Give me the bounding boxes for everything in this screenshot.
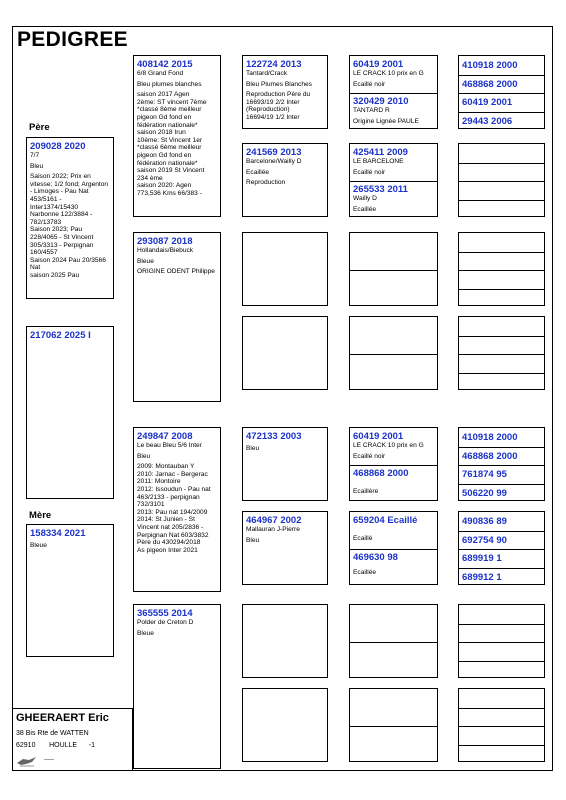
pedigree-note: Reproduction Père du 16693/19 2/2 Inter (Reproduction) <box>246 91 311 114</box>
owner-name: GHEERAERT Eric <box>16 712 109 724</box>
pedigree-ring: 468868 2000 <box>353 468 409 479</box>
gen4-upper <box>350 605 437 642</box>
pedigree-note: As pigeon Inter 2021 <box>137 546 198 554</box>
pedigree-ring <box>459 745 544 749</box>
pedigree-ring: 689912 1 <box>462 571 502 583</box>
subject-card[interactable] <box>26 326 114 499</box>
pedigree-note: LE CRACK 10 prix en G <box>353 70 424 77</box>
gen4-lower <box>350 354 437 389</box>
pedigree-ring: 60419 2001 <box>353 59 404 70</box>
pedigree-note: Tantard/Crack <box>246 70 288 77</box>
pedigree-note: Bleu <box>30 162 44 170</box>
gen3-card[interactable] <box>242 604 328 678</box>
page-title: PEDIGREE <box>17 28 128 51</box>
gen4-card[interactable] <box>349 316 438 390</box>
pedigree-ring <box>243 689 327 692</box>
father-ring: 209028 2020 <box>30 141 86 152</box>
pedigree-ring <box>350 270 437 273</box>
pedigree-ring: 472133 2003 <box>246 431 302 442</box>
pedigree-note: Bleue <box>137 257 154 265</box>
pedigree-note: Reproduction <box>246 179 286 187</box>
pedigree-ring <box>350 642 437 645</box>
pedigree-note: Bleu <box>246 536 260 544</box>
gen4-card[interactable] <box>349 688 438 762</box>
mother-label: Mère <box>29 510 52 521</box>
pedigree-note: 2011: Montoire <box>137 478 181 486</box>
pedigree-note: Mallauran J-Pierre <box>246 526 300 533</box>
pedigree-ring <box>350 689 437 692</box>
pedigree-ring <box>459 642 544 646</box>
gen3-card[interactable] <box>242 511 328 585</box>
gen5-card[interactable] <box>458 55 545 129</box>
gen5-slot <box>459 56 544 75</box>
pedigree-ring: 692754 90 <box>462 534 507 546</box>
grandsire-maternal-card[interactable] <box>133 427 221 592</box>
gen5-slot <box>459 484 544 502</box>
pedigree-note: Narbonne 122/3884 - 782/13783 <box>30 211 93 226</box>
pedigree-ring: 249847 2008 <box>137 431 193 442</box>
pedigree-note: Saison 2024 Pau 20/3566 Nat <box>30 256 106 272</box>
pedigree-ring <box>243 605 327 608</box>
pedigree-note: Ecaillé noir <box>353 80 386 88</box>
gen5-slot <box>459 568 544 586</box>
gen4-upper <box>350 144 437 181</box>
gen3-card[interactable] <box>242 427 328 501</box>
owner-footer: ----- <box>44 757 54 763</box>
pedigree-note: Ecaillé noir <box>353 452 386 460</box>
pedigree-ring <box>459 317 544 321</box>
pedigree-ring <box>459 252 544 256</box>
pedigree-ring: 241569 2013 <box>246 147 302 158</box>
pedigree-ring <box>459 373 544 377</box>
gen5-slot <box>459 549 544 568</box>
granddam-paternal-card[interactable] <box>133 232 221 402</box>
pedigree-ring: 365555 2014 <box>137 608 193 619</box>
pedigree-ring: 60419 2001 <box>462 97 513 108</box>
pedigree-note: 7/7 <box>30 152 40 159</box>
pedigree-ring: 29443 2006 <box>462 115 513 127</box>
gen4-lower <box>350 181 437 216</box>
gen5-slot <box>459 289 544 307</box>
gen5-slot <box>459 624 544 643</box>
gen5-slot <box>459 726 544 745</box>
pedigree-note: saison 2025 Pau <box>30 271 80 279</box>
gen5-slot <box>459 75 544 94</box>
pedigree-ring: 468868 2000 <box>462 450 518 462</box>
gen5-slot <box>459 689 544 708</box>
gen5-slot <box>459 512 544 531</box>
pedigree-ring <box>459 163 544 167</box>
gen5-card[interactable] <box>458 143 545 217</box>
pedigree-note: Bleu <box>137 452 151 460</box>
pedigree-note: Ecaillée <box>246 168 270 176</box>
pedigree-ring: 320429 2010 <box>353 96 409 107</box>
pedigree-note: Wailly D <box>353 195 377 202</box>
pedigree-ring <box>459 289 544 293</box>
father-label: Père <box>29 122 50 133</box>
gen4-card[interactable] <box>349 55 438 129</box>
pedigree-ring: 464967 2002 <box>246 515 302 526</box>
gen4-card[interactable] <box>349 511 438 585</box>
gen5-slot <box>459 336 544 355</box>
pedigree-note: saison 2020: Agen <box>137 182 192 190</box>
gen5-card[interactable] <box>458 316 545 390</box>
gen5-slot <box>459 270 544 289</box>
gen4-card[interactable] <box>349 232 438 306</box>
gen3-card[interactable] <box>242 143 328 217</box>
pedigree-ring: 506220 99 <box>462 487 507 499</box>
gen5-slot <box>459 531 544 550</box>
pedigree-note: 2012: Issoudun - Pau nat 463/2133 - perpignan 732/3101 <box>137 485 211 509</box>
gen3-card[interactable] <box>242 55 328 129</box>
owner-city: 62910 HOULLE -1 <box>16 742 95 749</box>
pedigree-ring <box>350 605 437 608</box>
gen5-slot <box>459 144 544 163</box>
pedigree-note: 10ème: St Vincent 1er <box>137 136 203 144</box>
pedigree-ring <box>459 270 544 274</box>
pedigree-ring <box>459 661 544 665</box>
pedigree-ring: 469630 98 <box>353 552 398 563</box>
gen5-card[interactable] <box>458 511 545 585</box>
pedigree-note: TANTARD R <box>353 107 390 114</box>
gen5-slot <box>459 317 544 336</box>
pedigree-note: 2013: Pau nat 194/2009 <box>137 508 208 516</box>
pedigree-note: 2014: St Junien - St Vincent nat 205/2836 - Perpignan Nat 603/3832 <box>137 516 209 539</box>
gen4-upper <box>350 56 437 93</box>
gen5-slot <box>459 428 544 447</box>
gen5-slot <box>459 252 544 271</box>
pedigree-ring: 659204 Ecaillé <box>353 515 418 526</box>
gen5-slot <box>459 93 544 112</box>
pedigree-note: 6/8 Grand Fond <box>137 70 184 77</box>
pedigree-ring <box>350 354 437 357</box>
pedigree-note: Bleu Plumes Blanches <box>246 80 312 88</box>
pedigree-note: Saison 2023; Pau 228/4065 - St Vincent 305/3313 - Perpignan 160/4557 <box>30 226 94 257</box>
gen5-slot <box>459 233 544 252</box>
pedigree-ring: 425411 2009 <box>353 147 408 158</box>
gen5-slot <box>459 373 544 391</box>
pedigree-note: LE BARCELONE <box>353 158 404 165</box>
pedigree-note: Ecaillée <box>353 205 377 213</box>
pedigree-note: saison 2019 St Vincent 234 ème <box>137 167 205 182</box>
gen4-upper <box>350 233 437 270</box>
gen5-slot <box>459 354 544 373</box>
pedigree-ring <box>459 336 544 340</box>
pedigree-ring <box>459 605 544 609</box>
pedigree-ring: 265533 2011 <box>353 184 408 195</box>
pedigree-note: Barcelone/Wailly D <box>246 158 302 165</box>
pedigree-note: 773,536 Kms 66/383 - <box>137 189 202 197</box>
pedigree-note: Ecaillère <box>353 488 379 495</box>
owner-address: 38 Bis Rte de WATTEN <box>16 730 89 737</box>
pedigree-ring: 410918 2000 <box>462 432 518 443</box>
granddam-maternal-card[interactable] <box>133 604 221 769</box>
gen5-slot <box>459 605 544 624</box>
gen4-lower <box>350 465 437 500</box>
gen5-slot <box>459 708 544 727</box>
pedigree-note: Origine Lignée PAULE <box>353 117 419 125</box>
gen5-slot <box>459 447 544 466</box>
gen5-slot <box>459 642 544 661</box>
pedigree-note: 2010: Jarnac - Bergerac <box>137 470 208 478</box>
pedigree-note: Le beau Bleu 5/6 Inter <box>137 442 202 449</box>
pedigree-ring: 468868 2000 <box>462 78 518 90</box>
pedigree-note: Ecaillé noir <box>353 168 386 176</box>
pedigree-ring <box>350 317 437 320</box>
pedigree-ring <box>350 726 437 729</box>
pedigree-note: saison 2018 Irun <box>137 129 186 137</box>
pedigree-note: 2ème: ST vincent 7ème <box>137 98 207 106</box>
gen5-card[interactable] <box>458 604 545 678</box>
pedigree-ring: 293087 2018 <box>137 236 193 247</box>
pedigree-ring <box>459 708 544 712</box>
subject-ring: 217062 2025 I <box>30 330 91 341</box>
gen5-slot <box>459 745 544 763</box>
pedigree-ring <box>459 624 544 628</box>
gen5-slot <box>459 200 544 218</box>
gen3-card[interactable] <box>242 316 328 390</box>
gen3-card[interactable] <box>242 688 328 762</box>
pedigree-ring: 761874 95 <box>462 469 507 480</box>
pedigree-note: Ecaillée <box>353 569 377 576</box>
pedigree-note: Bleue <box>30 542 47 549</box>
gen5-card[interactable] <box>458 232 545 306</box>
gen4-upper <box>350 317 437 354</box>
gen5-slot <box>459 163 544 182</box>
pedigree-ring <box>459 726 544 730</box>
gen5-card[interactable] <box>458 688 545 762</box>
pedigree-ring <box>459 354 544 358</box>
pedigree-ring <box>459 233 544 237</box>
pedigree-note: saison 2017 Agen <box>137 91 190 99</box>
pedigree-note: Saison 2022; Prix en vitesse; 1/2 fond; Argenton - Limoges - Pau Nat 453/5161 - Inter1374/15430 <box>30 173 109 211</box>
pedigree-ring <box>459 689 544 693</box>
pedigree-note: LE CRACK 10 prix en G <box>353 442 424 449</box>
father-card[interactable] <box>26 137 114 299</box>
gen4-upper <box>350 428 437 465</box>
gen4-lower <box>350 642 437 677</box>
grandsire-paternal-card[interactable] <box>133 55 221 217</box>
pedigree-ring: 689919 1 <box>462 553 502 564</box>
pedigree-note: 16694/19 1/2 Inter <box>246 113 300 121</box>
pedigree-note: ORIGINE ODENT Philippe <box>137 268 215 276</box>
pedigree-note: *classé 6ème meilleur pigeon Gd fond en fédération nationale* <box>137 144 202 167</box>
gen4-lower <box>350 270 437 305</box>
pedigree-ring: 410918 2000 <box>462 60 518 71</box>
pedigree-ring <box>243 233 327 236</box>
gen3-card[interactable] <box>242 232 328 306</box>
gen4-upper <box>350 689 437 726</box>
gen5-slot <box>459 661 544 679</box>
pedigree-note: 2009: Montauban Y <box>137 463 195 471</box>
pedigree-ring: 408142 2015 <box>137 59 193 70</box>
gen4-upper <box>350 512 437 549</box>
gen5-card[interactable] <box>458 427 545 501</box>
pedigree-ring <box>459 181 544 185</box>
pedigree-ring <box>243 317 327 320</box>
gen4-lower <box>350 726 437 761</box>
gen4-lower <box>350 549 437 584</box>
gen4-card[interactable] <box>349 427 438 501</box>
pedigree-note: *classé 8ème meilleur pigeon Gd fond en fédération nationale* <box>137 106 202 129</box>
pedigree-note: Bleu <box>246 445 260 452</box>
pedigree-ring: 60419 2001 <box>353 431 404 442</box>
gen5-slot <box>459 465 544 484</box>
pedigree-note: Hollandais/Biebuck <box>137 247 194 254</box>
gen4-card[interactable] <box>349 143 438 217</box>
pedigree-ring: 122724 2013 <box>246 59 302 70</box>
mother-ring: 158334 2021 <box>30 528 86 539</box>
pedigree-note: Bleue <box>137 629 154 637</box>
gen5-slot <box>459 181 544 200</box>
pedigree-note: Bleu plumes blanches <box>137 80 202 88</box>
pedigree-ring: 490836 89 <box>462 516 507 527</box>
pedigree-ring <box>459 144 544 148</box>
pedigree-note: Ecaillé <box>353 535 373 542</box>
mother-card[interactable] <box>26 524 114 657</box>
gen4-card[interactable] <box>349 604 438 678</box>
gen5-slot <box>459 112 544 130</box>
pedigree-note: Père du 430294/2018 <box>137 539 201 547</box>
pedigree-ring <box>350 233 437 236</box>
pedigree-note: Polder de Creton D <box>137 619 194 626</box>
pedigree-ring <box>459 200 544 204</box>
pigeon-logo-icon <box>16 755 38 767</box>
gen4-lower <box>350 93 437 128</box>
